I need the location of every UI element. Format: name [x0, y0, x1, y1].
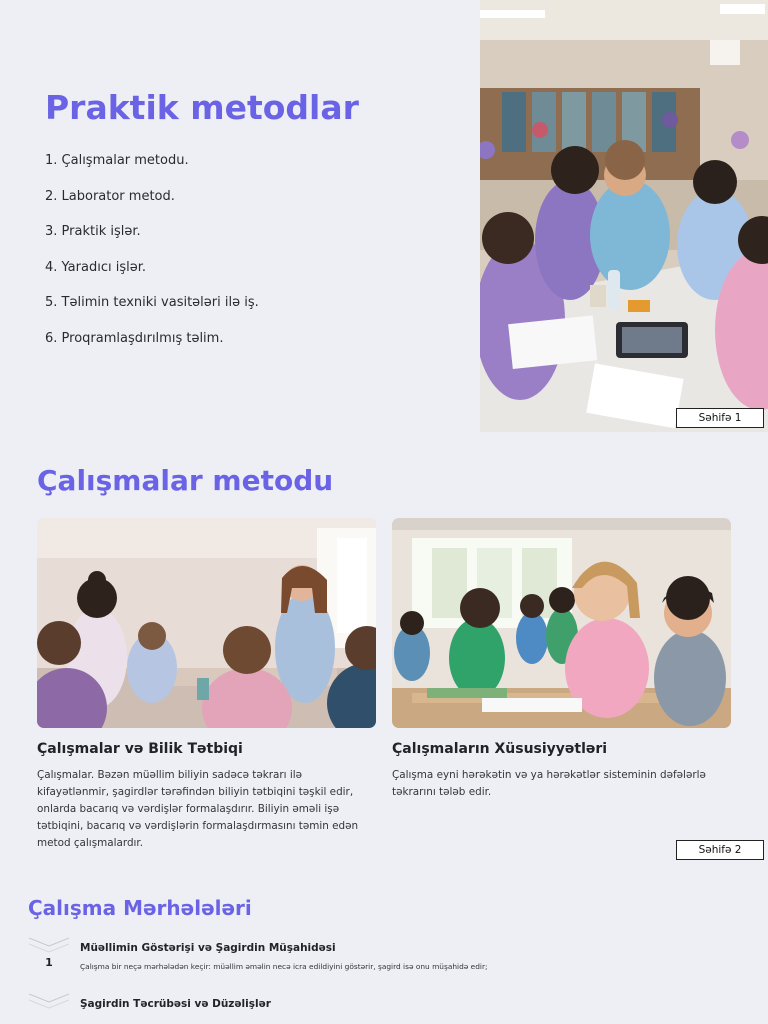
page-label: Səhifə 2	[676, 840, 764, 860]
card-1-text: Çalışmalar. Bəzən müəllim biliyin sadəcə təkrarı ilə kifayətlənmir, şagirdlər tərəfindən biliyin tətbiqini təşkil edir, onlarda bacarıq və vərdişlər formalaşdırır. Biliyin əməli işə tətbiqini, bacarıq və vərdişlərin formalaşdırmasını təmin edən metod çalışmalardır.	[37, 769, 359, 849]
list-item: 1. Çalışmalar metodu.	[45, 153, 189, 168]
step-title: Müəllimin Göstərişi və Şagirdin Müşahidəsi	[80, 942, 336, 954]
slide-2-title: Çalışmalar metodu	[37, 464, 334, 497]
classroom-lab-photo	[480, 0, 768, 432]
slide-3-title: Çalışma Mərhələləri	[28, 896, 252, 920]
list-item: 3. Praktik işlər.	[45, 224, 141, 239]
teacher-classroom-photo	[37, 518, 376, 728]
card-1-title: Çalışmalar və Bilik Tətbiqi	[37, 741, 243, 757]
list-item: 4. Yaradıcı işlər.	[45, 259, 146, 275]
slide-1	[0, 0, 768, 432]
slide-2	[0, 444, 768, 868]
practical-methods-list	[45, 153, 259, 366]
step-number: 1	[45, 956, 53, 969]
page-label: Səhifə 1	[676, 408, 764, 428]
chevron-down-icon	[28, 992, 70, 1012]
list-item: 6. Proqramlaşdırılmış təlim.	[45, 330, 224, 346]
slide-1-title: Praktik metodlar	[45, 88, 359, 127]
step-item	[28, 936, 748, 986]
list-item: 5. Təlimin texniki vasitələri ilə iş.	[45, 295, 259, 310]
list-item: 2. Laborator metod.	[45, 188, 175, 204]
step-title: Şagirdin Təcrübəsi və Düzəlişlər	[80, 998, 271, 1010]
children-classroom-photo	[392, 518, 731, 728]
chevron-down-icon	[28, 936, 70, 956]
card-2-text: Çalışma eyni hərəkətin və ya hərəkətlər sisteminin dəfələrlə təkrarını tələb edir.	[392, 769, 706, 798]
step-item	[28, 992, 748, 1024]
slide-3	[0, 880, 768, 1024]
card-2-title: Çalışmaların Xüsusiyyətləri	[392, 741, 608, 757]
step-text: Çalışma bir neçə mərhələdən keçir: müəllim əməlin necə icra edildiyini göstərir, şagird isə onu müşahidə edir;	[80, 962, 488, 971]
